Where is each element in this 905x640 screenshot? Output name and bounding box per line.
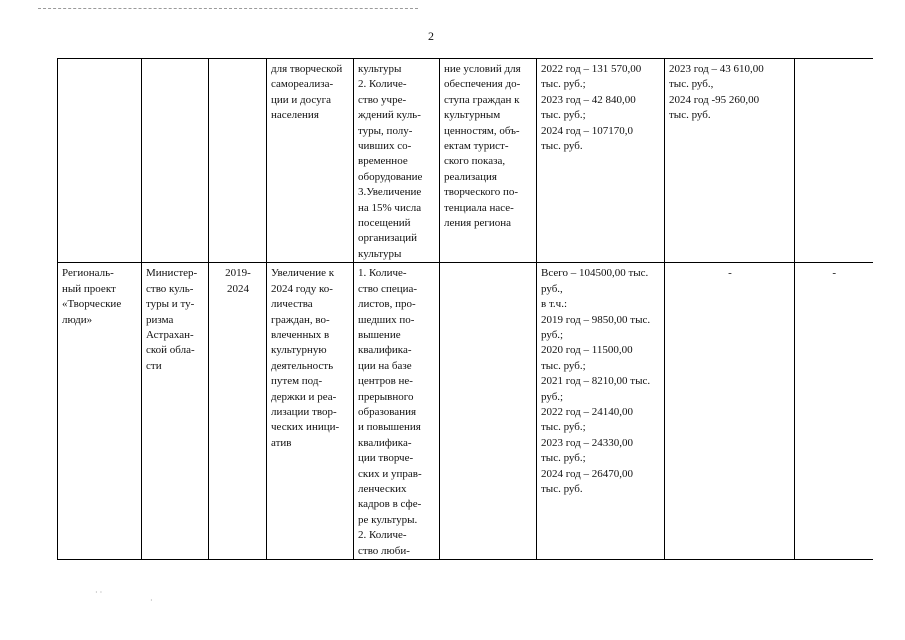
cell-extra-funding: 2023 год – 43 610,00 тыс. руб., 2024 год -95 260,00 тыс. руб. bbox=[665, 59, 795, 263]
cell-extra-funding: - bbox=[665, 263, 795, 560]
cell-executor: Министер- ство куль- туры и ту- ризма Астрахан- ской обла- сти bbox=[142, 263, 209, 560]
table-row bbox=[58, 59, 873, 263]
cell-indicators: 1. Количе- ство специа- листов, про- шедших по- вышение квалифика- ции на базе центров не- прерывного образования и повышения квалифика- ции творче- ских и управ- ленческих кадров в сфе- ре культуры. 2. Количе- ство люби- bbox=[354, 263, 440, 560]
cell-indicators: культуры 2. Количе- ство учре- ждений куль- туры, полу- чивших со- временное оборудование 3.Увеличение на 15% числа посещений организаций культуры bbox=[354, 59, 440, 263]
cell-funding: Всего – 104500,00 тыс. руб., в т.ч.: 2019 год – 9850,00 тыс. руб.; 2020 год – 11500,00 тыс. руб.; 2021 год – 8210,00 тыс. руб.; 2022 год – 24140,00 тыс. руб.; 2023 год – 24330,00 тыс. руб.; 2024 год – 26470,00 тыс. руб. bbox=[537, 263, 665, 560]
cell-goal: Увеличение к 2024 году ко- личества граждан, во- влеченных в культурную деятельность путем под- держки и реа- лизации твор- ческих иници- атив bbox=[267, 263, 354, 560]
cell-goal: для творческой самореализа- ции и досуга населения bbox=[267, 59, 354, 263]
page-number: 2 bbox=[428, 29, 434, 43]
cell-result bbox=[440, 263, 537, 560]
cell-executor bbox=[142, 59, 209, 263]
cell-period: 2019- 2024 bbox=[209, 263, 267, 560]
scan-speck: · · bbox=[95, 588, 103, 597]
cell-period bbox=[209, 59, 267, 263]
scan-speck: · bbox=[150, 596, 153, 605]
cell-result: ние условий для обеспечения до- ступа граждан к культурным ценностям, объ- ектам турист- ского показа, реализация творческого по- тенциала насе- ления региона bbox=[440, 59, 537, 263]
cell-project-name: Региональ- ный проект «Творческие люди» bbox=[58, 263, 142, 560]
table-row bbox=[58, 263, 873, 560]
cell-last bbox=[795, 59, 873, 263]
document-table bbox=[57, 58, 873, 560]
cell-last: - bbox=[795, 263, 873, 560]
cell-project-name bbox=[58, 59, 142, 263]
scan-artifact-line bbox=[38, 8, 418, 11]
cell-funding: 2022 год – 131 570,00 тыс. руб.; 2023 год – 42 840,00 тыс. руб.; 2024 год – 107170,0 тыс. руб. bbox=[537, 59, 665, 263]
